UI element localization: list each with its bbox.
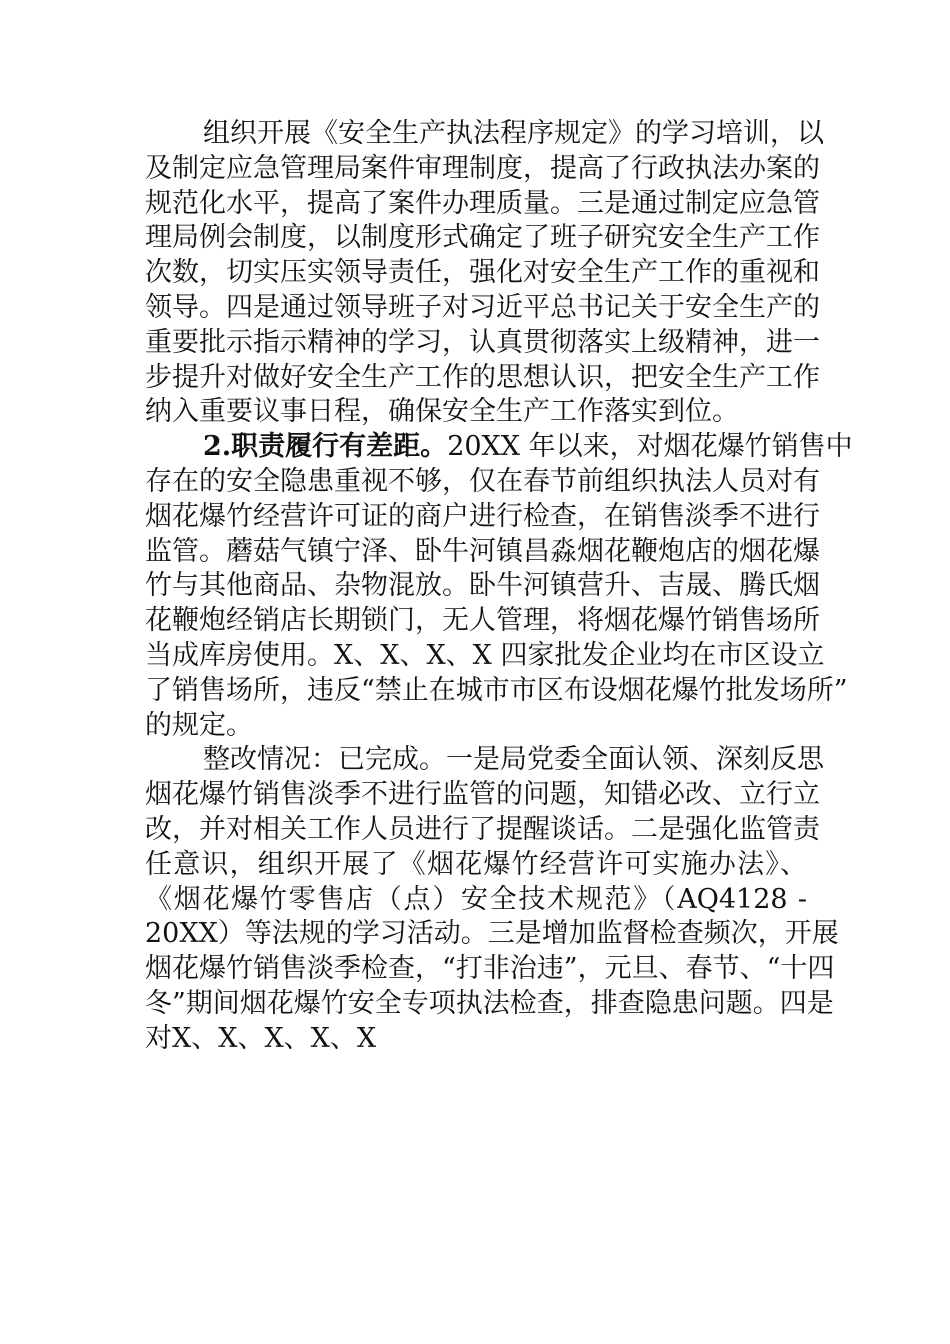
text-line: 整改情况：已完成。一是局党委全面认领、深刻反思 — [203, 744, 824, 776]
text-line: 的规定。 — [145, 709, 253, 741]
text-span: 20XX 年以来，对烟花爆竹销售中 — [447, 431, 853, 463]
text-line: 步提升对做好安全生产工作的思想认识，把安全生产工作 — [145, 361, 820, 393]
text-line: 重要批示指示精神的学习，认真贯彻落实上级精神，进一 — [145, 326, 820, 358]
text-line: 对X、X、X、X、X — [145, 1022, 377, 1054]
text-line: 20XX）等法规的学习活动。三是增加监督检查频次，开展 — [145, 918, 839, 950]
text-line: 烟花爆竹经营许可证的商户进行检查，在销售淡季不进行 — [145, 500, 820, 532]
text-line: 烟花爆竹销售淡季检查，“打非治违”，元旦、春节、“十四 — [145, 953, 835, 985]
text-line: 改，并对相关工作人员进行了提醒谈话。二是强化监管责 — [145, 813, 820, 845]
document-page — [145, 117, 853, 1057]
text-line: 领导。四是通过领导班子对习近平总书记关于安全生产的 — [145, 291, 820, 323]
text-line: 花鞭炮经销店长期锁门，无人管理，将烟花爆竹销售场所 — [145, 605, 820, 637]
text-line: 冬”期间烟花爆竹安全专项执法检查，排查隐患问题。四是 — [145, 987, 834, 1019]
text-line — [145, 430, 853, 465]
text-line: 烟花爆竹销售淡季不进行监管的问题，知错必改、立行立 — [145, 779, 820, 811]
text-line: 竹与其他商品、杂物混放。卧牛河镇营升、吉晟、腾氏烟 — [145, 570, 820, 602]
paragraph-1 — [145, 117, 824, 430]
text-line: 监管。蘑菇气镇宁泽、卧牛河镇昌淼烟花鞭炮店的烟花爆 — [145, 535, 820, 567]
text-line: 及制定应急管理局案件审理制度，提高了行政执法办案的 — [145, 152, 820, 184]
text-line: 当成库房使用。X、X、X、X 四家批发企业均在市区设立 — [145, 639, 825, 671]
text-line: 次数，切实压实领导责任，强化对安全生产工作的重视和 — [145, 257, 820, 289]
text-line: 组织开展《安全生产执法程序规定》的学习培训，以 — [203, 118, 824, 149]
text-line: 理局例会制度，以制度形式确定了班子研究安全生产工作 — [145, 222, 820, 254]
text-line: 存在的安全隐患重视不够，仅在春节前组织执法人员对有 — [145, 465, 820, 497]
paragraph-3 — [145, 743, 839, 1056]
paragraph-2 — [145, 430, 853, 743]
text-line: 规范化水平，提高了案件办理质量。三是通过制定应急管 — [145, 187, 820, 219]
text-line: 《烟花爆竹零售店（点）安全技术规范》（AQ4128 - — [145, 883, 807, 915]
text-line: 了销售场所，违反“禁止在城市市区布设烟花爆竹批发场所” — [145, 674, 848, 706]
text-line: 任意识，组织开展了《烟花爆竹经营许可实施办法》、 — [145, 848, 807, 880]
section-heading: 2.职责履行有差距。 — [203, 431, 448, 463]
text-line: 纳入重要议事日程，确保安全生产工作落实到位。 — [145, 396, 739, 428]
